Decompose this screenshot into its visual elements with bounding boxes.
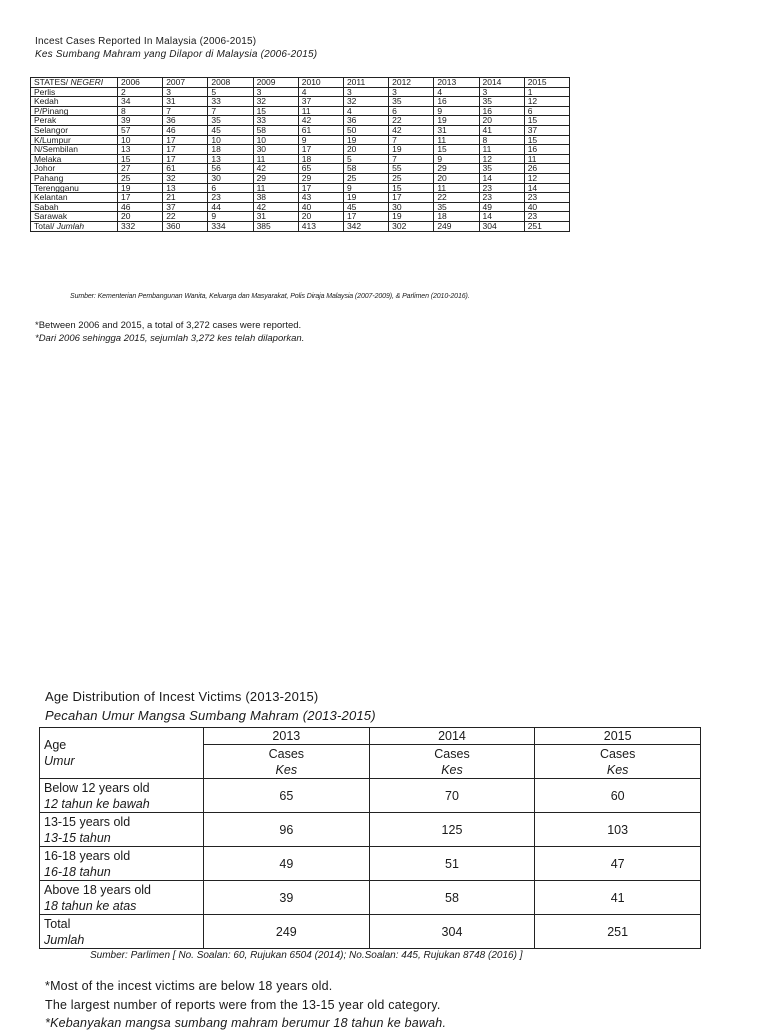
case-count-cell: 46 [118,202,163,212]
state-name-cell: Melaka [31,154,118,164]
state-name-cell: Perak [31,116,118,126]
total-cell: 385 [253,221,298,231]
total-cell: 334 [208,221,253,231]
table-row [31,164,570,174]
case-count-cell: 18 [434,212,479,222]
victim-count-cell: 41 [535,881,701,915]
case-count-cell: 9 [343,183,388,193]
victim-count-cell: 49 [204,847,370,881]
case-count-cell: 17 [163,135,208,145]
case-count-cell: 44 [208,202,253,212]
total-cell: 251 [524,221,569,231]
case-count-cell: 9 [298,135,343,145]
table1-subtitle: Kes Sumbang Mahram yang Dilapor di Malaysia (2006-2015) [35,49,318,60]
table-row [31,116,570,126]
cases-subheader: Cases Kes [369,745,535,779]
case-count-cell: 23 [479,183,524,193]
victim-count-cell: 249 [204,915,370,949]
state-name-cell: Sarawak [31,212,118,222]
cases-subheader: Cases Kes [204,745,370,779]
table-row [40,915,701,949]
total-cell: 360 [163,221,208,231]
case-count-cell: 7 [389,154,434,164]
case-count-cell: 5 [208,87,253,97]
case-count-cell: 45 [343,202,388,212]
victim-count-cell: 103 [535,813,701,847]
case-count-cell: 11 [253,154,298,164]
table-row [31,193,570,203]
case-count-cell: 30 [389,202,434,212]
year-column-header: 2015 [524,78,569,88]
victim-count-cell: 51 [369,847,535,881]
year-column-header: 2014 [369,728,535,745]
case-count-cell: 25 [118,173,163,183]
case-count-cell: 17 [298,145,343,155]
case-count-cell: 32 [253,97,298,107]
year-column-header: 2013 [434,78,479,88]
case-count-cell: 9 [434,106,479,116]
case-count-cell: 16 [479,106,524,116]
table2-note-3: *Kebanyakan mangsa sumbang mahram berumur 18 tahun ke bawah. [45,1016,447,1030]
case-count-cell: 22 [389,116,434,126]
table1-note-english: *Between 2006 and 2015, a total of 3,272 cases were reported. [35,320,302,331]
case-count-cell: 3 [479,87,524,97]
case-count-cell: 23 [524,193,569,203]
case-count-cell: 61 [298,125,343,135]
case-count-cell: 11 [253,183,298,193]
case-count-cell: 5 [343,154,388,164]
case-count-cell: 17 [163,145,208,155]
case-count-cell: 55 [389,164,434,174]
case-count-cell: 23 [524,212,569,222]
case-count-cell: 11 [298,106,343,116]
case-count-cell: 16 [524,145,569,155]
victim-count-cell: 70 [369,779,535,813]
case-count-cell: 20 [118,212,163,222]
case-count-cell: 3 [389,87,434,97]
case-count-cell: 32 [343,97,388,107]
victim-count-cell: 125 [369,813,535,847]
case-count-cell: 33 [253,116,298,126]
case-count-cell: 35 [208,116,253,126]
case-count-cell: 4 [343,106,388,116]
cases-subheader: Cases Kes [535,745,701,779]
case-count-cell: 6 [208,183,253,193]
case-count-cell: 10 [253,135,298,145]
case-count-cell: 27 [118,164,163,174]
case-count-cell: 29 [298,173,343,183]
case-count-cell: 3 [343,87,388,97]
case-count-cell: 35 [479,97,524,107]
age-group-label-english: Total [44,916,71,931]
table2-note-1: *Most of the incest victims are below 18 years old. [45,979,333,993]
case-count-cell: 14 [479,212,524,222]
case-count-cell: 23 [479,193,524,203]
case-count-cell: 11 [434,183,479,193]
case-count-cell: 19 [389,212,434,222]
state-name-cell: Kelantan [31,193,118,203]
case-count-cell: 18 [298,154,343,164]
case-count-cell: 11 [479,145,524,155]
case-count-cell: 38 [253,193,298,203]
total-cell: 413 [298,221,343,231]
case-count-cell: 46 [163,125,208,135]
case-count-cell: 30 [208,173,253,183]
case-count-cell: 17 [389,193,434,203]
table-row [31,135,570,145]
age-group-label-malay: Jumlah [44,932,85,947]
table2-subtitle: Pecahan Umur Mangsa Sumbang Mahram (2013-2015) [45,708,376,723]
table-row [31,212,570,222]
year-column-header: 2010 [298,78,343,88]
victim-count-cell: 58 [369,881,535,915]
year-column-header: 2011 [343,78,388,88]
table-row [40,847,701,881]
case-count-cell: 17 [163,154,208,164]
state-name-cell: Kedah [31,97,118,107]
case-count-cell: 4 [298,87,343,97]
state-name-cell: N/Sembilan [31,145,118,155]
case-count-cell: 4 [434,87,479,97]
year-column-header: 2014 [479,78,524,88]
case-count-cell: 22 [163,212,208,222]
case-count-cell: 65 [298,164,343,174]
case-count-cell: 42 [298,116,343,126]
table-row [31,173,570,183]
case-count-cell: 14 [479,173,524,183]
case-count-cell: 19 [343,193,388,203]
case-count-cell: 22 [434,193,479,203]
case-count-cell: 6 [389,106,434,116]
case-count-cell: 8 [479,135,524,145]
state-name-cell: Johor [31,164,118,174]
case-count-cell: 19 [118,183,163,193]
case-count-cell: 57 [118,125,163,135]
case-count-cell: 7 [389,135,434,145]
case-count-cell: 17 [118,193,163,203]
case-count-cell: 15 [118,154,163,164]
case-count-cell: 25 [343,173,388,183]
table-row [40,779,701,813]
total-cell: 302 [389,221,434,231]
state-name-cell: K/Lumpur [31,135,118,145]
case-count-cell: 34 [118,97,163,107]
age-group-cell [40,915,204,949]
case-count-cell: 19 [343,135,388,145]
victim-count-cell: 96 [204,813,370,847]
case-count-cell: 29 [253,173,298,183]
table-row [31,106,570,116]
case-count-cell: 15 [389,183,434,193]
case-count-cell: 10 [208,135,253,145]
age-group-label-english: Below 12 years old [44,780,150,795]
table-row [31,154,570,164]
case-count-cell: 61 [163,164,208,174]
total-cell: 304 [479,221,524,231]
victim-count-cell: 39 [204,881,370,915]
case-count-cell: 40 [524,202,569,212]
year-column-header: 2013 [204,728,370,745]
case-count-cell: 37 [524,125,569,135]
case-count-cell: 13 [118,145,163,155]
case-count-cell: 42 [253,202,298,212]
age-group-cell [40,847,204,881]
table-row [31,97,570,107]
age-group-label-malay: 18 tahun ke atas [44,898,137,913]
age-group-label-malay: 12 tahun ke bawah [44,796,150,811]
case-count-cell: 7 [208,106,253,116]
case-count-cell: 31 [253,212,298,222]
table1-header-row [31,78,570,88]
case-count-cell: 32 [163,173,208,183]
case-count-cell: 21 [163,193,208,203]
case-count-cell: 12 [524,173,569,183]
victim-count-cell: 251 [535,915,701,949]
case-count-cell: 12 [524,97,569,107]
table1-total-row [31,221,570,231]
case-count-cell: 30 [253,145,298,155]
case-count-cell: 20 [298,212,343,222]
case-count-cell: 50 [343,125,388,135]
case-count-cell: 15 [524,135,569,145]
age-group-label-malay: 16-18 tahun [44,864,111,879]
total-label: Total/ Jumlah [31,221,118,231]
age-group-label-english: 16-18 years old [44,848,131,863]
table2-title: Age Distribution of Incest Victims (2013-2015) [45,689,319,704]
year-column-header: 2009 [253,78,298,88]
year-column-header: 2006 [118,78,163,88]
case-count-cell: 19 [389,145,434,155]
case-count-cell: 20 [343,145,388,155]
table2-note-2: The largest number of reports were from the 13-15 year old category. [45,998,441,1012]
total-cell: 342 [343,221,388,231]
case-count-cell: 58 [343,164,388,174]
case-count-cell: 15 [253,106,298,116]
state-name-cell: Sabah [31,202,118,212]
case-count-cell: 15 [524,116,569,126]
table-row [31,87,570,97]
case-count-cell: 8 [118,106,163,116]
table-row [31,202,570,212]
total-cell: 332 [118,221,163,231]
case-count-cell: 37 [163,202,208,212]
case-count-cell: 56 [208,164,253,174]
case-count-cell: 42 [253,164,298,174]
table1-note-malay: *Dari 2006 sehingga 2015, sejumlah 3,272 kes telah dilaporkan. [35,333,305,344]
victim-count-cell: 47 [535,847,701,881]
case-count-cell: 1 [524,87,569,97]
age-group-cell [40,881,204,915]
case-count-cell: 10 [118,135,163,145]
case-count-cell: 29 [434,164,479,174]
table-row [31,125,570,135]
case-count-cell: 26 [524,164,569,174]
case-count-cell: 9 [208,212,253,222]
age-group-label-english: Above 18 years old [44,882,152,897]
case-count-cell: 3 [253,87,298,97]
table-row [31,145,570,155]
year-column-header: 2007 [163,78,208,88]
case-count-cell: 12 [479,154,524,164]
case-count-cell: 35 [389,97,434,107]
case-count-cell: 45 [208,125,253,135]
victim-count-cell: 65 [204,779,370,813]
total-cell: 249 [434,221,479,231]
state-name-cell: Perlis [31,87,118,97]
age-distribution-table [39,727,701,949]
case-count-cell: 11 [434,135,479,145]
case-count-cell: 31 [163,97,208,107]
table-row [31,183,570,193]
table-row [40,881,701,915]
table-row [40,813,701,847]
case-count-cell: 13 [163,183,208,193]
incest-cases-by-state-table [30,77,570,232]
table2-source: Sumber: Parlimen [ No. Soalan: 60, Rujukan 6504 (2014); No.Soalan: 445, Rujukan 8748 (2016) ] [90,950,523,961]
case-count-cell: 37 [298,97,343,107]
case-count-cell: 40 [298,202,343,212]
case-count-cell: 42 [389,125,434,135]
case-count-cell: 3 [163,87,208,97]
case-count-cell: 35 [479,164,524,174]
state-name-cell: P/Pinang [31,106,118,116]
case-count-cell: 39 [118,116,163,126]
case-count-cell: 18 [208,145,253,155]
case-count-cell: 36 [343,116,388,126]
case-count-cell: 33 [208,97,253,107]
state-name-cell: Pahang [31,173,118,183]
case-count-cell: 43 [298,193,343,203]
table1-source: Sumber: Kementerian Pembangunan Wanita, Keluarga dan Masyarakat, Polis Diraja Malaysia (2007-2009), & Parlimen (2010-2016). [70,293,470,300]
case-count-cell: 17 [343,212,388,222]
case-count-cell: 7 [163,106,208,116]
age-column-header: Age Umur [40,728,204,779]
case-count-cell: 36 [163,116,208,126]
state-name-cell: Terengganu [31,183,118,193]
case-count-cell: 20 [434,173,479,183]
case-count-cell: 9 [434,154,479,164]
case-count-cell: 2 [118,87,163,97]
age-group-cell [40,779,204,813]
case-count-cell: 23 [208,193,253,203]
case-count-cell: 25 [389,173,434,183]
case-count-cell: 17 [298,183,343,193]
year-column-header: 2015 [535,728,701,745]
case-count-cell: 14 [524,183,569,193]
state-name-cell: Selangor [31,125,118,135]
case-count-cell: 58 [253,125,298,135]
case-count-cell: 49 [479,202,524,212]
case-count-cell: 19 [434,116,479,126]
case-count-cell: 35 [434,202,479,212]
states-column-header: STATES/ NEGERI [31,78,118,88]
case-count-cell: 16 [434,97,479,107]
year-column-header: 2008 [208,78,253,88]
case-count-cell: 15 [434,145,479,155]
case-count-cell: 11 [524,154,569,164]
age-group-label-english: 13-15 years old [44,814,131,829]
age-group-label-malay: 13-15 tahun [44,830,111,845]
year-column-header: 2012 [389,78,434,88]
victim-count-cell: 304 [369,915,535,949]
case-count-cell: 6 [524,106,569,116]
case-count-cell: 20 [479,116,524,126]
victim-count-cell: 60 [535,779,701,813]
case-count-cell: 31 [434,125,479,135]
age-group-cell [40,813,204,847]
table2-header-row [40,728,701,745]
case-count-cell: 41 [479,125,524,135]
table1-title: Incest Cases Reported In Malaysia (2006-2015) [35,36,257,47]
case-count-cell: 13 [208,154,253,164]
